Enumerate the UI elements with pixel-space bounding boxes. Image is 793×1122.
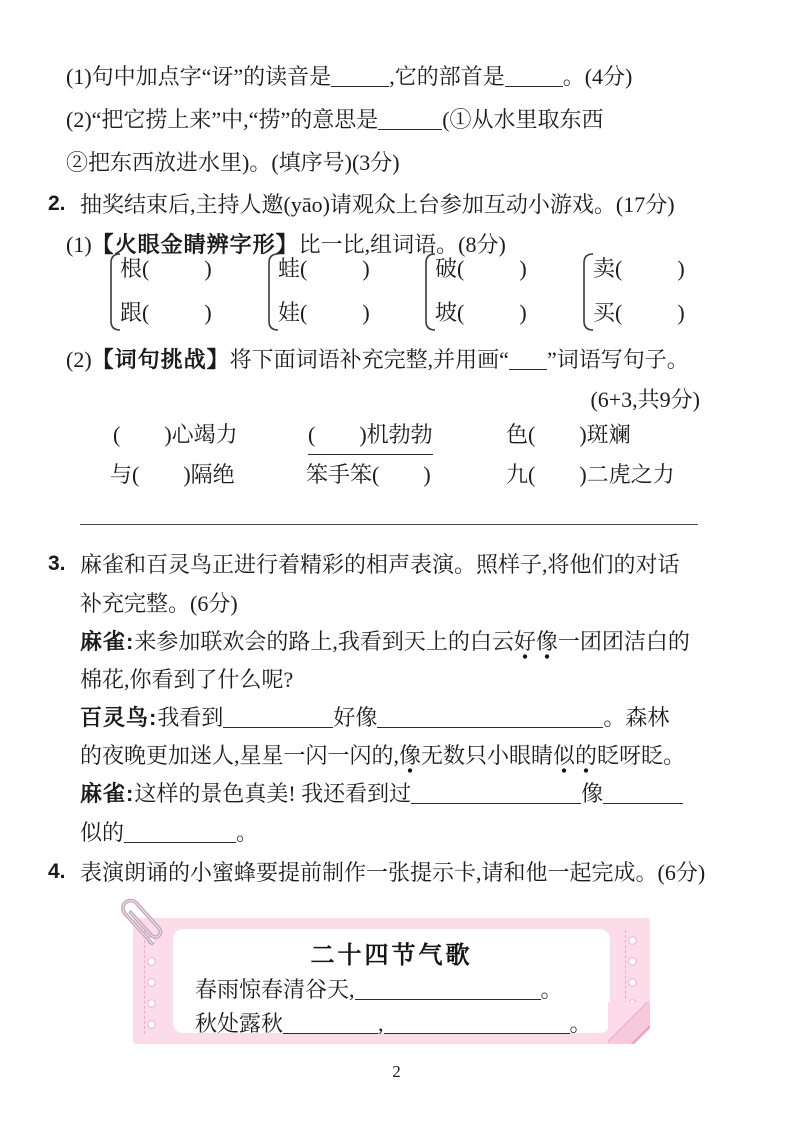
card-line1-blank[interactable]: [355, 981, 541, 1000]
q3-sparrow-line2: [80, 779, 683, 809]
q3-stem-text1: 麻雀和百灵鸟正进行着精彩的相声表演。照样子,将他们的对话: [80, 552, 680, 577]
lark-label: 百灵鸟:: [80, 705, 158, 730]
q2-sub1-label: (1): [66, 232, 92, 257]
q1-sub2-line: [66, 105, 604, 135]
q4-stem-text: 表演朗诵的小蜜蜂要提前制作一张提示卡,请和他一起完成。(6分): [80, 860, 706, 885]
q2-sub1-text: 比一比,组词语。(8分): [298, 232, 506, 257]
q3-lark-line: [80, 703, 669, 733]
q1-sub1-blank-radical[interactable]: [505, 68, 563, 87]
q1-sub2-cont-line: [66, 148, 400, 178]
q2-sub2-line: [66, 345, 689, 375]
q3-sparrow-line2-cont: [80, 818, 258, 848]
q1-sub2-text-pre: (2)“把它捞上来”中,“捞”的意思是: [66, 107, 379, 132]
q2-sub2-inline-blank[interactable]: [509, 351, 547, 370]
q3-stem-text2: 补充完整。(6分): [80, 591, 238, 616]
q2-sub2-tag: 【词句挑战】: [91, 347, 230, 372]
pair-bottom-word[interactable]: 娃( ): [278, 300, 370, 325]
d3-blank-3[interactable]: [124, 824, 236, 843]
d2-cont-seg2: 无数只小眼睛: [421, 743, 554, 768]
d3-seg1: 这样的景色真美! 我还看到过: [134, 781, 412, 806]
prompt-card: [133, 918, 650, 1044]
pair-top-word[interactable]: 破( ): [435, 256, 527, 281]
card-line2-blank-2[interactable]: [384, 1015, 570, 1034]
fill-item-6[interactable]: 九( )二虎之力: [506, 462, 675, 487]
q4-number: 4.: [48, 860, 66, 883]
d3-cont-seg1: 似的: [80, 820, 125, 845]
page-number: 2: [392, 1062, 401, 1081]
d3-cont-end: 。: [236, 820, 259, 845]
q2-number: 2.: [48, 192, 66, 215]
q3-stem-line2: [80, 589, 238, 619]
d2-blank-2[interactable]: [377, 709, 603, 728]
card-line2-end: 。: [569, 1011, 592, 1036]
section-divider: [80, 524, 698, 525]
d2-seg1: 我看到: [157, 705, 224, 730]
q1-sub2-cont-text: ②把东西放进水里)。(填序号)(3分): [66, 150, 400, 175]
d1-seg2: 一团团洁白的: [557, 629, 690, 654]
q1-sub1-text-mid: ,它的部首是: [389, 64, 505, 89]
q1-sub1-blank-pinyin[interactable]: [331, 68, 389, 87]
q3-lark-line-cont: [80, 741, 685, 771]
card-line2-mid: ,: [378, 1011, 384, 1036]
d2-cont-emphasis-1: 像: [399, 743, 421, 773]
pair-bottom-word[interactable]: 跟( ): [120, 300, 212, 325]
fill-item-1[interactable]: ( )心竭力: [113, 422, 238, 447]
q1-sub1-line: [66, 62, 632, 92]
q1-sub1-text-pre: (1)句中加点字“讶”的读音是: [66, 64, 332, 89]
q2-stem-text: 抽奖结束后,主持人邀(yāo)请观众上台参加互动小游戏。(17分): [80, 192, 675, 217]
d1-cont-text: 棉花,你看到了什么呢?: [80, 667, 294, 692]
sparrow-label: 麻雀:: [80, 629, 135, 654]
d1-emphasis: 好像: [514, 629, 558, 659]
d3-blank-2[interactable]: [603, 785, 683, 804]
q1-sub1-text-post: 。(4分): [562, 64, 633, 89]
q3-sparrow-line1-cont: [80, 665, 293, 695]
card-line1-end: 。: [540, 977, 563, 1002]
fill-item-4[interactable]: 与( )隔绝: [110, 462, 235, 487]
q4-stem: [80, 858, 705, 888]
pair-bottom-word[interactable]: 买( ): [593, 300, 685, 325]
q2-sub2-label: (2): [66, 347, 92, 372]
q1-sub2-blank-meaning[interactable]: [378, 111, 442, 130]
card-line1-text: 春雨惊春清谷天,: [195, 977, 355, 1002]
d3-blank-1[interactable]: [411, 785, 581, 804]
pair-bottom-word[interactable]: 坡( ): [435, 300, 527, 325]
d1-seg1: 来参加联欢会的路上,我看到天上的白云: [134, 629, 514, 654]
card-line-1: [195, 973, 563, 1004]
pair-top-word[interactable]: 根( ): [120, 256, 212, 281]
q2-stem: [80, 190, 675, 220]
card-line-2: [195, 1007, 592, 1038]
q2-sub2-text1: 将下面词语补充完整,并用画“: [229, 347, 509, 372]
q2-sub1-tag: 【火眼金睛辨字形】: [91, 232, 299, 257]
q3-number: 3.: [48, 552, 66, 575]
pair-top-word[interactable]: 卖( ): [593, 256, 685, 281]
score-text: (6+3,共9分): [590, 387, 700, 412]
sparrow-label-2: 麻雀:: [80, 781, 135, 806]
card-line2-blank-1[interactable]: [283, 1015, 378, 1034]
card-line2-text: 秋处露秋: [195, 1011, 284, 1036]
card-title: 二十四节气歌: [310, 942, 473, 969]
q2-sub2-text2: ”词语写句子。: [546, 347, 689, 372]
d2-end: 。森林: [603, 705, 670, 730]
d2-mid: 好像: [333, 705, 378, 730]
d3-mid: 像: [581, 781, 604, 806]
d2-cont-seg1: 的夜晚更加迷人,星星一闪一闪的,: [80, 743, 400, 768]
fill-item-2-underlined[interactable]: ( )机勃勃: [308, 420, 433, 455]
folded-corner-icon: [608, 1002, 650, 1044]
q1-sub2-text-post: (①从水里取东西: [442, 107, 604, 132]
pair-top-word[interactable]: 蛙( ): [278, 256, 370, 281]
fill-item-3[interactable]: 色( )斑斓: [506, 422, 631, 447]
d2-cont-seg3: 眨呀眨。: [597, 743, 686, 768]
q3-sparrow-line1: [80, 627, 690, 657]
q2-sub2-score: [590, 383, 700, 414]
d2-blank-1[interactable]: [223, 709, 333, 728]
fill-item-5[interactable]: 笨手笨( ): [306, 462, 431, 487]
q3-stem-line1: [80, 550, 680, 580]
d2-cont-emphasis-2: 似的: [553, 743, 597, 773]
